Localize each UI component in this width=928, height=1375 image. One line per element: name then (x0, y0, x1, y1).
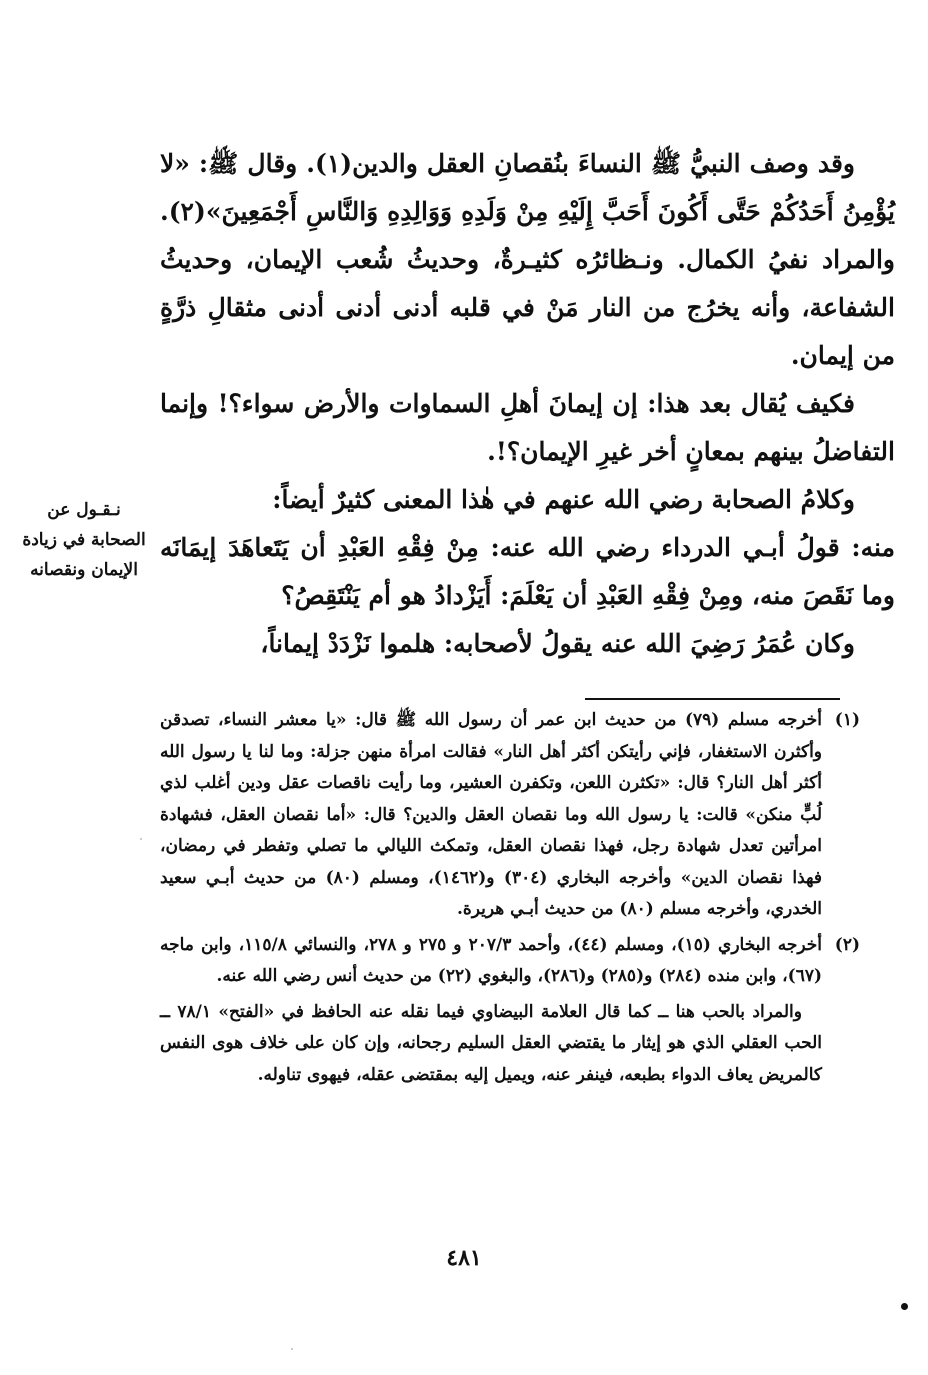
paragraph-5: وكان عُمَرُ رَضِيَ الله عنه يقولُ لأصحابه: هلموا نَزْدَدْ إيماناً، (260, 629, 855, 658)
footnote-1 (160, 705, 860, 926)
paragraph-1: وقد وصف النبيُّ ﷺ النساءَ بنُقصانِ العقل والدين(١). وقال ﷺ: «لا يُؤْمِنُ أَحَدُكُمْ حَتَّى أَكُونَ أَحَبَّ إِلَيْهِ مِنْ وَلَدِهِ وَوَالِدِهِ وَالنَّاسِ أَجْمَعِينَ»(٢). والمراد نفيُ الكمال. ونـظائرُه كثيـرةٌ، وحديثُ شُعب الإيمان، وحديثُ الشفاعة، وأنه يخرُج من النار مَنْ في قلبه أدنى أدنى أدنى مثقالِ ذرَّةٍ من إيمان. (160, 149, 895, 370)
footnote-1-text: أخرجه مسلم (٧٩) من حديث ابن عمر أن رسول الله ﷺ قال: «يا معشر النساء، تصدقن وأكثرن الاستغفار، فإني رأيتكن أكثر أهل النار» فقالت امرأة منهن جزلة: وما لنا يا رسول الله أكثر أهل النار؟ قال: «تكثرن اللعن، وتكفرن العشير، وما رأيت ناقصات عقل ودين أغلب لذي لُبٍّ منكن» قالت: يا رسول الله وما نقصان العقل والدين؟ قال: «أما نقصان العقل، فشهادة امرأتين تعدل شهادة رجل، فهذا نقصان العقل، وتمكث الليالي ما تصلي وتفطر في رمضان، فهذا نقصان الدين» وأخرجه البخاري (٣٠٤) و(١٤٦٢)، ومسلم (٨٠) من حديث أبـي سعيد الخدري، وأخرجه مسلم (٨٠) من حديث أبـي هريرة. (160, 710, 822, 919)
scan-speck (291, 1348, 293, 1350)
footnote-2 (160, 930, 860, 993)
scan-dot (901, 1303, 908, 1310)
footnote-2-number: (٢) (834, 934, 860, 955)
page-number: ٤٨١ (446, 1245, 482, 1271)
footnote-2-continuation: والمراد بالحب هنا ــ كما قال العلامة البيضاوي فيما نقله عنه الحافظ في «الفتح» ٧٨/١ ــ الحب العقلي الذي هو إيثار ما يقتضي العقل السليم رجحانه، وإن كان على خلاف هوى النفس كالمريض يعاف الدواء بطبعه، فينفر عنه، ويميل إليه بمقتضى عقله، فيهوى تناوله. (160, 1001, 822, 1085)
paragraph-4: منه: قولُ أبـي الدرداء رضي الله عنه: مِنْ فِقْهِ العَبْدِ أن يَتَعاهَدَ إيمَانَه وما نَقَصَ منه، ومِنْ فِقْهِ العَبْدِ أن يَعْلَمَ: أَيَزْدادُ هو أم يَنْتَقِصُ؟ (160, 533, 895, 610)
paragraph-3: وكلامُ الصحابة رضي الله عنهم في هٰذا المعنى كثيرٌ أيضاً: (272, 485, 855, 514)
main-text (160, 140, 895, 668)
footnote-1-number: (١) (834, 710, 860, 730)
margin-note: نـقـول عن الصحابة في زيادة الإيمان ونقصانه (22, 500, 146, 580)
paragraph-2: فكيف يُقال بعد هذا: إن إيمانَ أهلِ السماوات والأرض سواء؟! وإنما التفاضلُ بينهم بمعانٍ أخر غيرِ الإيمان؟!. (160, 389, 895, 466)
scan-speck (140, 838, 142, 840)
footnote-2-text: أخرجه البخاري (١٥)، ومسلم (٤٤)، وأحمد ٢٠٧/٣ و ٢٧٥ و ٢٧٨، والنسائي ١١٥/٨، وابن ماجه (٦٧)، وابن منده (٢٨٤) و(٢٨٥) و(٢٨٦)، والبغوي (٢٢) من حديث أنس رضي الله عنه. (160, 934, 823, 986)
footnotes (160, 705, 860, 1091)
footnote-divider (585, 698, 840, 700)
